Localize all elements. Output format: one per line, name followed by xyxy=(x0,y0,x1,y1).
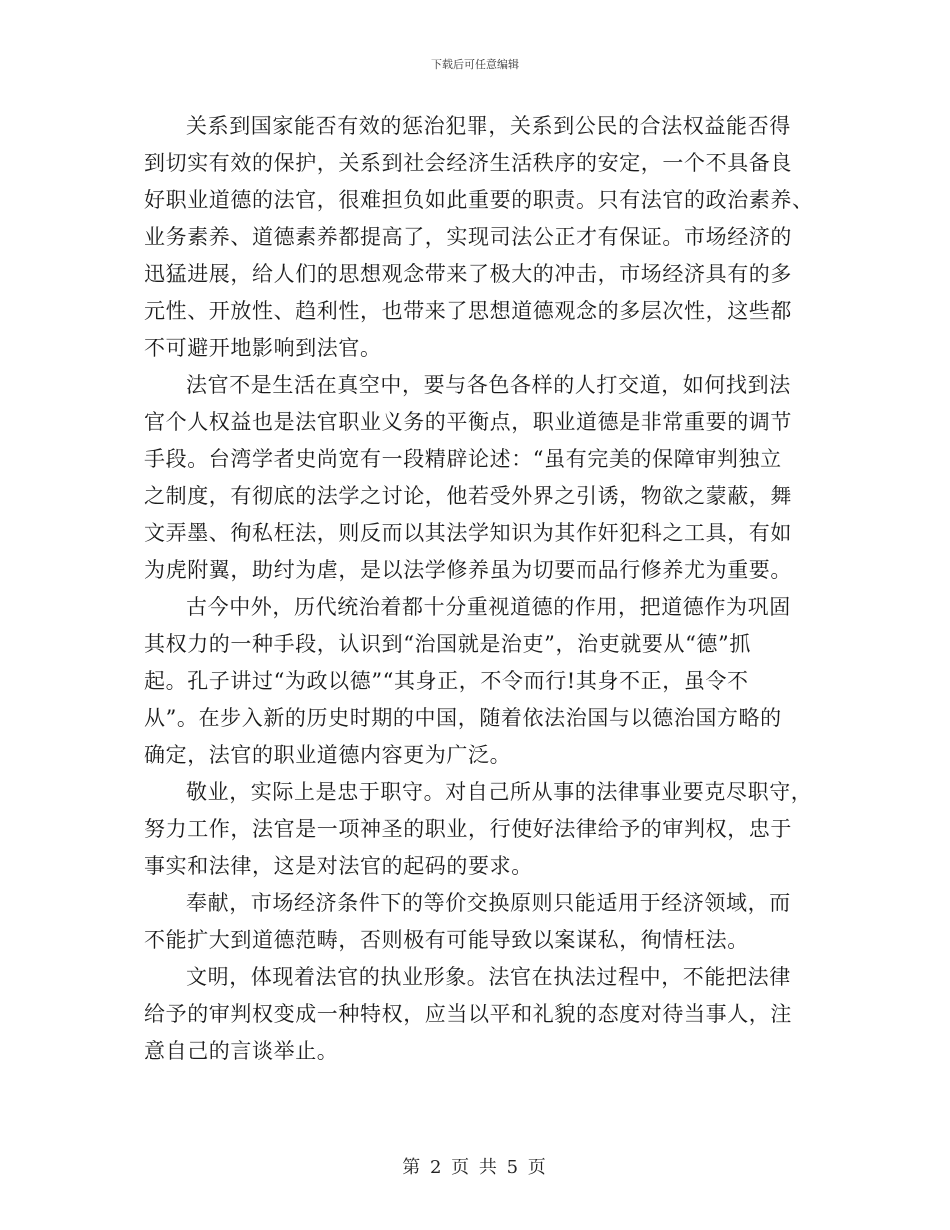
text-line: 古今中外，历代统治着都十分重视道德的作用，把道德作为巩固 xyxy=(186,595,791,619)
text-line: 官个人权益也是法官职业义务的平衡点，职业道德是非常重要的调节 xyxy=(144,410,792,434)
text-line: 意自己的言谈举止。 xyxy=(144,1039,339,1063)
page-header: 下载后可任意编辑 xyxy=(431,58,519,71)
text-line: 不能扩大到道德范畴，否则极有可能导致以案谋私，徇情枉法。 xyxy=(144,928,749,952)
paragraph xyxy=(144,959,804,1070)
paragraph xyxy=(144,589,804,774)
text-line: 为虎附翼，助纣为虐，是以法学修养虽为切要而品行修养尤为重要。 xyxy=(144,558,792,582)
text-line: 不可避开地影响到法官。 xyxy=(144,336,382,360)
paragraph xyxy=(144,367,804,589)
text-line: 好职业道德的法官，很难担负如此重要的职责。只有法官的政治素养、 xyxy=(144,188,814,212)
text-line: 其权力的一种手段，认识到“治国就是治吏”，治吏就要从“德”抓 xyxy=(144,632,751,656)
text-line: 法官不是生活在真空中，要与各色各样的人打交道，如何找到法 xyxy=(186,373,791,397)
text-line: 手段。台湾学者史尚宽有一段精辟论述：“虽有完美的保障审判独立 xyxy=(144,447,782,471)
text-line: 确定，法官的职业道德内容更为广泛。 xyxy=(144,743,512,767)
text-line: 从”。在步入新的历史时期的中国，随着依法治国与以德治国方略的 xyxy=(144,706,782,730)
document-body xyxy=(144,108,814,1070)
text-line: 事实和法律，这是对法官的起码的要求。 xyxy=(144,854,533,878)
text-line: 关系到国家能否有效的惩治犯罪，关系到公民的合法权益能否得 xyxy=(186,114,791,138)
paragraph xyxy=(144,108,814,367)
text-line: 文弄墨、徇私枉法，则反而以其法学知识为其作奸犯科之工具，有如 xyxy=(144,521,792,545)
text-line: 迅猛进展，给人们的思想观念带来了极大的冲击，市场经济具有的多 xyxy=(144,262,792,286)
paragraph xyxy=(144,885,804,959)
paragraph xyxy=(144,774,813,885)
text-line: 奉献，市场经济条件下的等价交换原则只能适用于经济领域，而 xyxy=(186,891,791,915)
text-line: 给予的审判权变成一种特权，应当以平和礼貌的态度对待当事人，注 xyxy=(144,1002,792,1026)
text-line: 业务素养、道德素养都提高了，实现司法公正才有保证。市场经济的 xyxy=(144,225,792,249)
text-line: 努力工作，法官是一项神圣的职业，行使好法律给予的审判权，忠于 xyxy=(144,817,792,841)
text-line: 起。孔子讲过“为政以德”“其身正，不令而行!其身不正，虽令不 xyxy=(144,669,749,693)
text-line: 到切实有效的保护，关系到社会经济生活秩序的安定，一个不具备良 xyxy=(144,151,792,175)
text-line: 之制度，有彻底的法学之讨论，他若受外界之引诱，物欲之蒙蔽，舞 xyxy=(144,484,792,508)
page-number: 第 2 页 共 5 页 xyxy=(402,1157,548,1178)
text-line: 敬业，实际上是忠于职守。对自己所从事的法律事业要克尽职守， xyxy=(186,780,813,804)
text-line: 文明，体现着法官的执业形象。法官在执法过程中，不能把法律 xyxy=(186,965,791,989)
text-line: 元性、开放性、趋利性，也带来了思想道德观念的多层次性，这些都 xyxy=(144,299,792,323)
